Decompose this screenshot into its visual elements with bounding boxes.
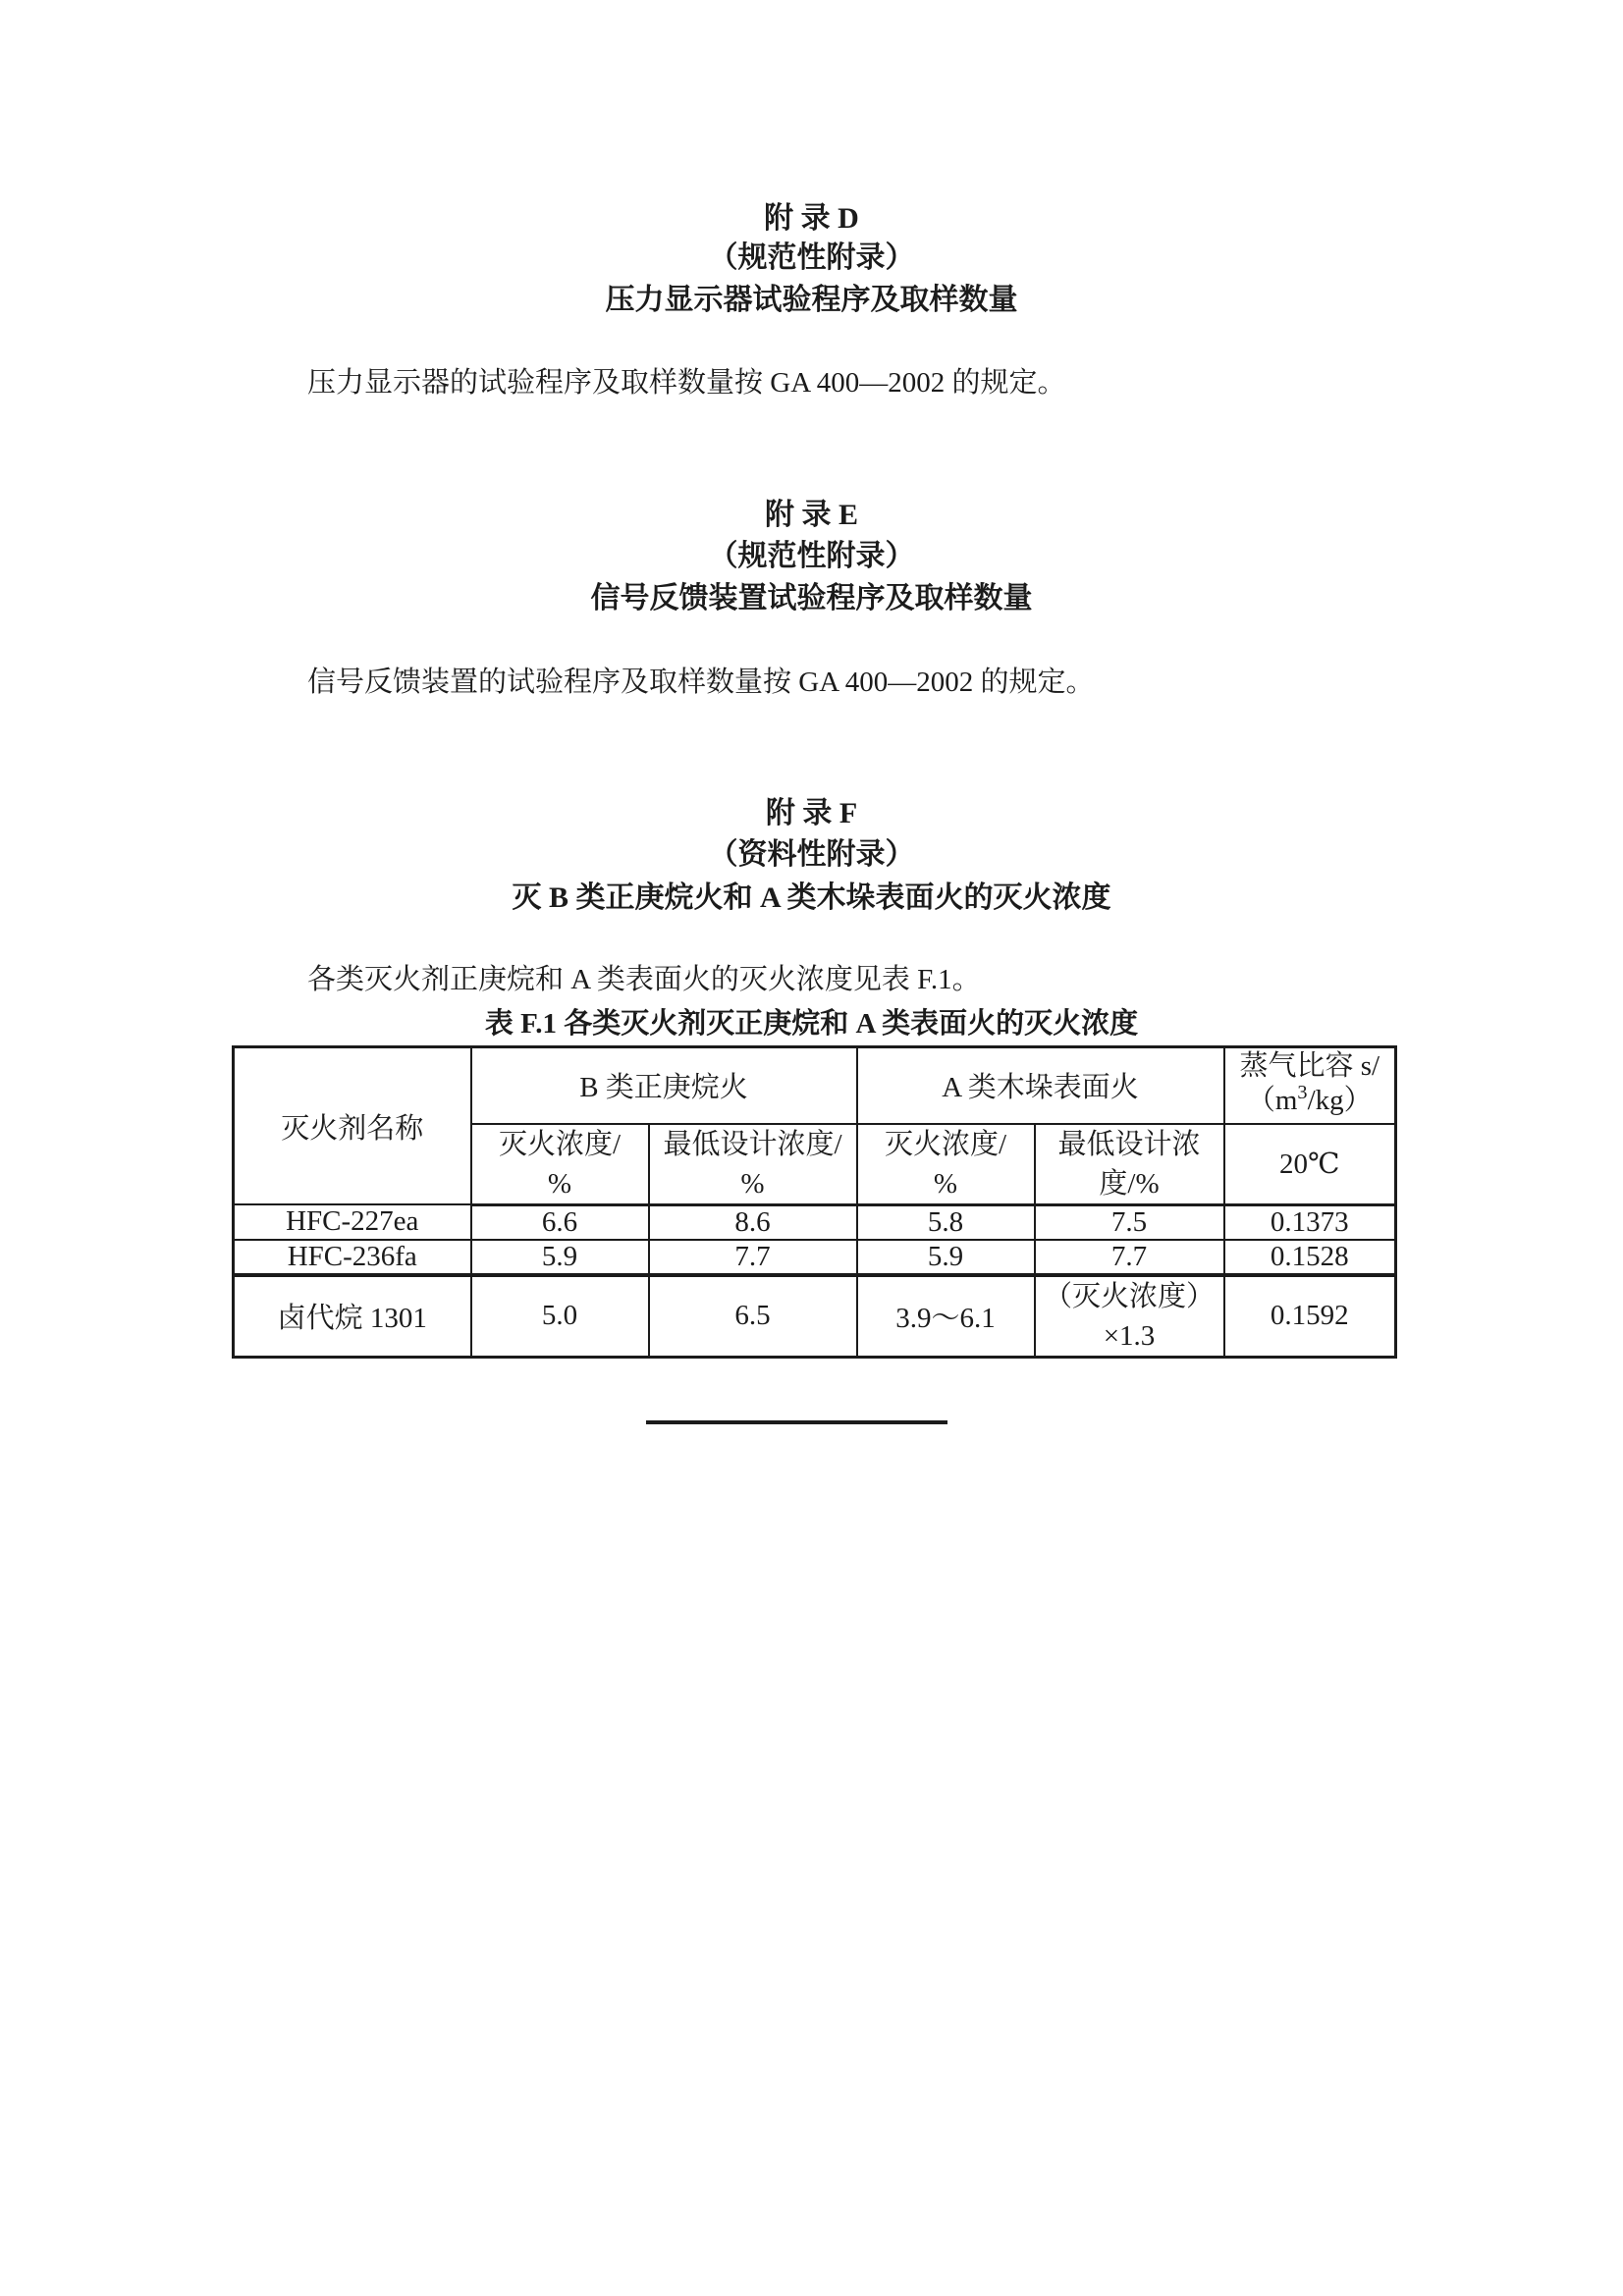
subheader-vapor-temperature: 20℃ — [1224, 1124, 1396, 1205]
cell-b-min: 7.7 — [649, 1240, 857, 1275]
subheader-line: 灭火浓度/ — [884, 1128, 1007, 1160]
cell-vapor: 0.1528 — [1224, 1240, 1396, 1275]
appendix-d-title: 压力显示器试验程序及取样数量 — [605, 284, 1018, 316]
appendix-f-type-note: （资料性附录） — [708, 838, 915, 871]
cell-a-ext: 3.9～6.1 — [857, 1275, 1035, 1358]
appendix-f-title: 灭 B 类正庚烷火和 A 类木垛表面火的灭火浓度 — [512, 881, 1111, 914]
appendix-d-paragraph: 压力显示器的试验程序及取样数量按 GA 400—2002 的规定。 — [307, 367, 1066, 399]
cell-a-ext: 5.9 — [857, 1240, 1035, 1275]
appendix-e-label: 附 录 E — [764, 499, 858, 531]
cell-vapor: 0.1373 — [1224, 1204, 1396, 1240]
table-row-halon1301 — [234, 1275, 1396, 1358]
cell-b-min: 6.5 — [649, 1275, 857, 1358]
cell-agent-name: HFC-227ea — [234, 1204, 471, 1240]
header-group-a: A 类木垛表面火 — [857, 1047, 1224, 1124]
subheader-b-min-design-concentration — [649, 1124, 857, 1205]
header-group-b: B 类正庚烷火 — [471, 1047, 857, 1124]
vapor-unit-superscript: 3 — [1297, 1082, 1308, 1104]
subheader-line: % — [933, 1167, 958, 1200]
appendix-d-label: 附 录 D — [764, 202, 859, 235]
appendix-f-paragraph: 各类灭火剂正庚烷和 A 类表面火的灭火浓度见表 F.1。 — [307, 964, 981, 995]
header-agent-name: 灭火剂名称 — [234, 1047, 471, 1205]
subheader-a-min-design-concentration — [1035, 1124, 1224, 1205]
cell-b-ext: 5.9 — [471, 1240, 649, 1275]
appendix-e-type-note: （规范性附录） — [708, 540, 915, 572]
appendix-e-title: 信号反馈装置试验程序及取样数量 — [590, 582, 1033, 614]
table-row-hfc236fa — [234, 1240, 1396, 1275]
subheader-line: 最低设计浓 — [1057, 1128, 1201, 1160]
subheader-line: 度/% — [1099, 1167, 1160, 1200]
vapor-unit-pre: （m — [1246, 1085, 1298, 1117]
appendix-d-type-note: （规范性附录） — [708, 241, 915, 274]
cell-vapor: 0.1592 — [1224, 1275, 1396, 1358]
cell-agent-name: 卤代烷 1301 — [234, 1275, 471, 1358]
subheader-b-ext-concentration — [471, 1124, 649, 1205]
appendix-f-label: 附 录 F — [765, 797, 858, 829]
subheader-line: 灭火浓度/ — [498, 1128, 622, 1160]
header-vapor-specific-volume — [1224, 1047, 1396, 1124]
table-header-group-row — [234, 1047, 1396, 1124]
vapor-title: 蒸气比容 s/ — [1239, 1050, 1380, 1083]
cell-b-min: 8.6 — [649, 1204, 857, 1240]
cell-a-min-line2: ×1.3 — [1103, 1319, 1156, 1352]
cell-a-min — [1035, 1275, 1224, 1358]
cell-b-ext: 5.0 — [471, 1275, 649, 1358]
table-f1 — [232, 1045, 1397, 1359]
table-f1-caption: 表 F.1 各类灭火剂灭正庚烷和 A 类表面火的灭火浓度 — [484, 1008, 1139, 1040]
subheader-a-ext-concentration — [857, 1124, 1035, 1205]
end-of-document-rule — [646, 1420, 947, 1424]
subheader-line: % — [740, 1167, 765, 1200]
subheader-line: % — [547, 1167, 572, 1200]
cell-a-min-line1: （灭火浓度） — [1043, 1280, 1215, 1312]
cell-b-ext: 6.6 — [471, 1204, 649, 1240]
vapor-unit-post: /kg） — [1307, 1085, 1373, 1117]
cell-a-ext: 5.8 — [857, 1204, 1035, 1240]
cell-a-min: 7.5 — [1035, 1204, 1224, 1240]
cell-agent-name: HFC-236fa — [234, 1240, 471, 1275]
appendix-e-paragraph: 信号反馈装置的试验程序及取样数量按 GA 400—2002 的规定。 — [307, 667, 1095, 698]
cell-a-min: 7.7 — [1035, 1240, 1224, 1275]
table-row-hfc227ea — [234, 1204, 1396, 1240]
subheader-line: 最低设计浓度/ — [663, 1128, 842, 1160]
